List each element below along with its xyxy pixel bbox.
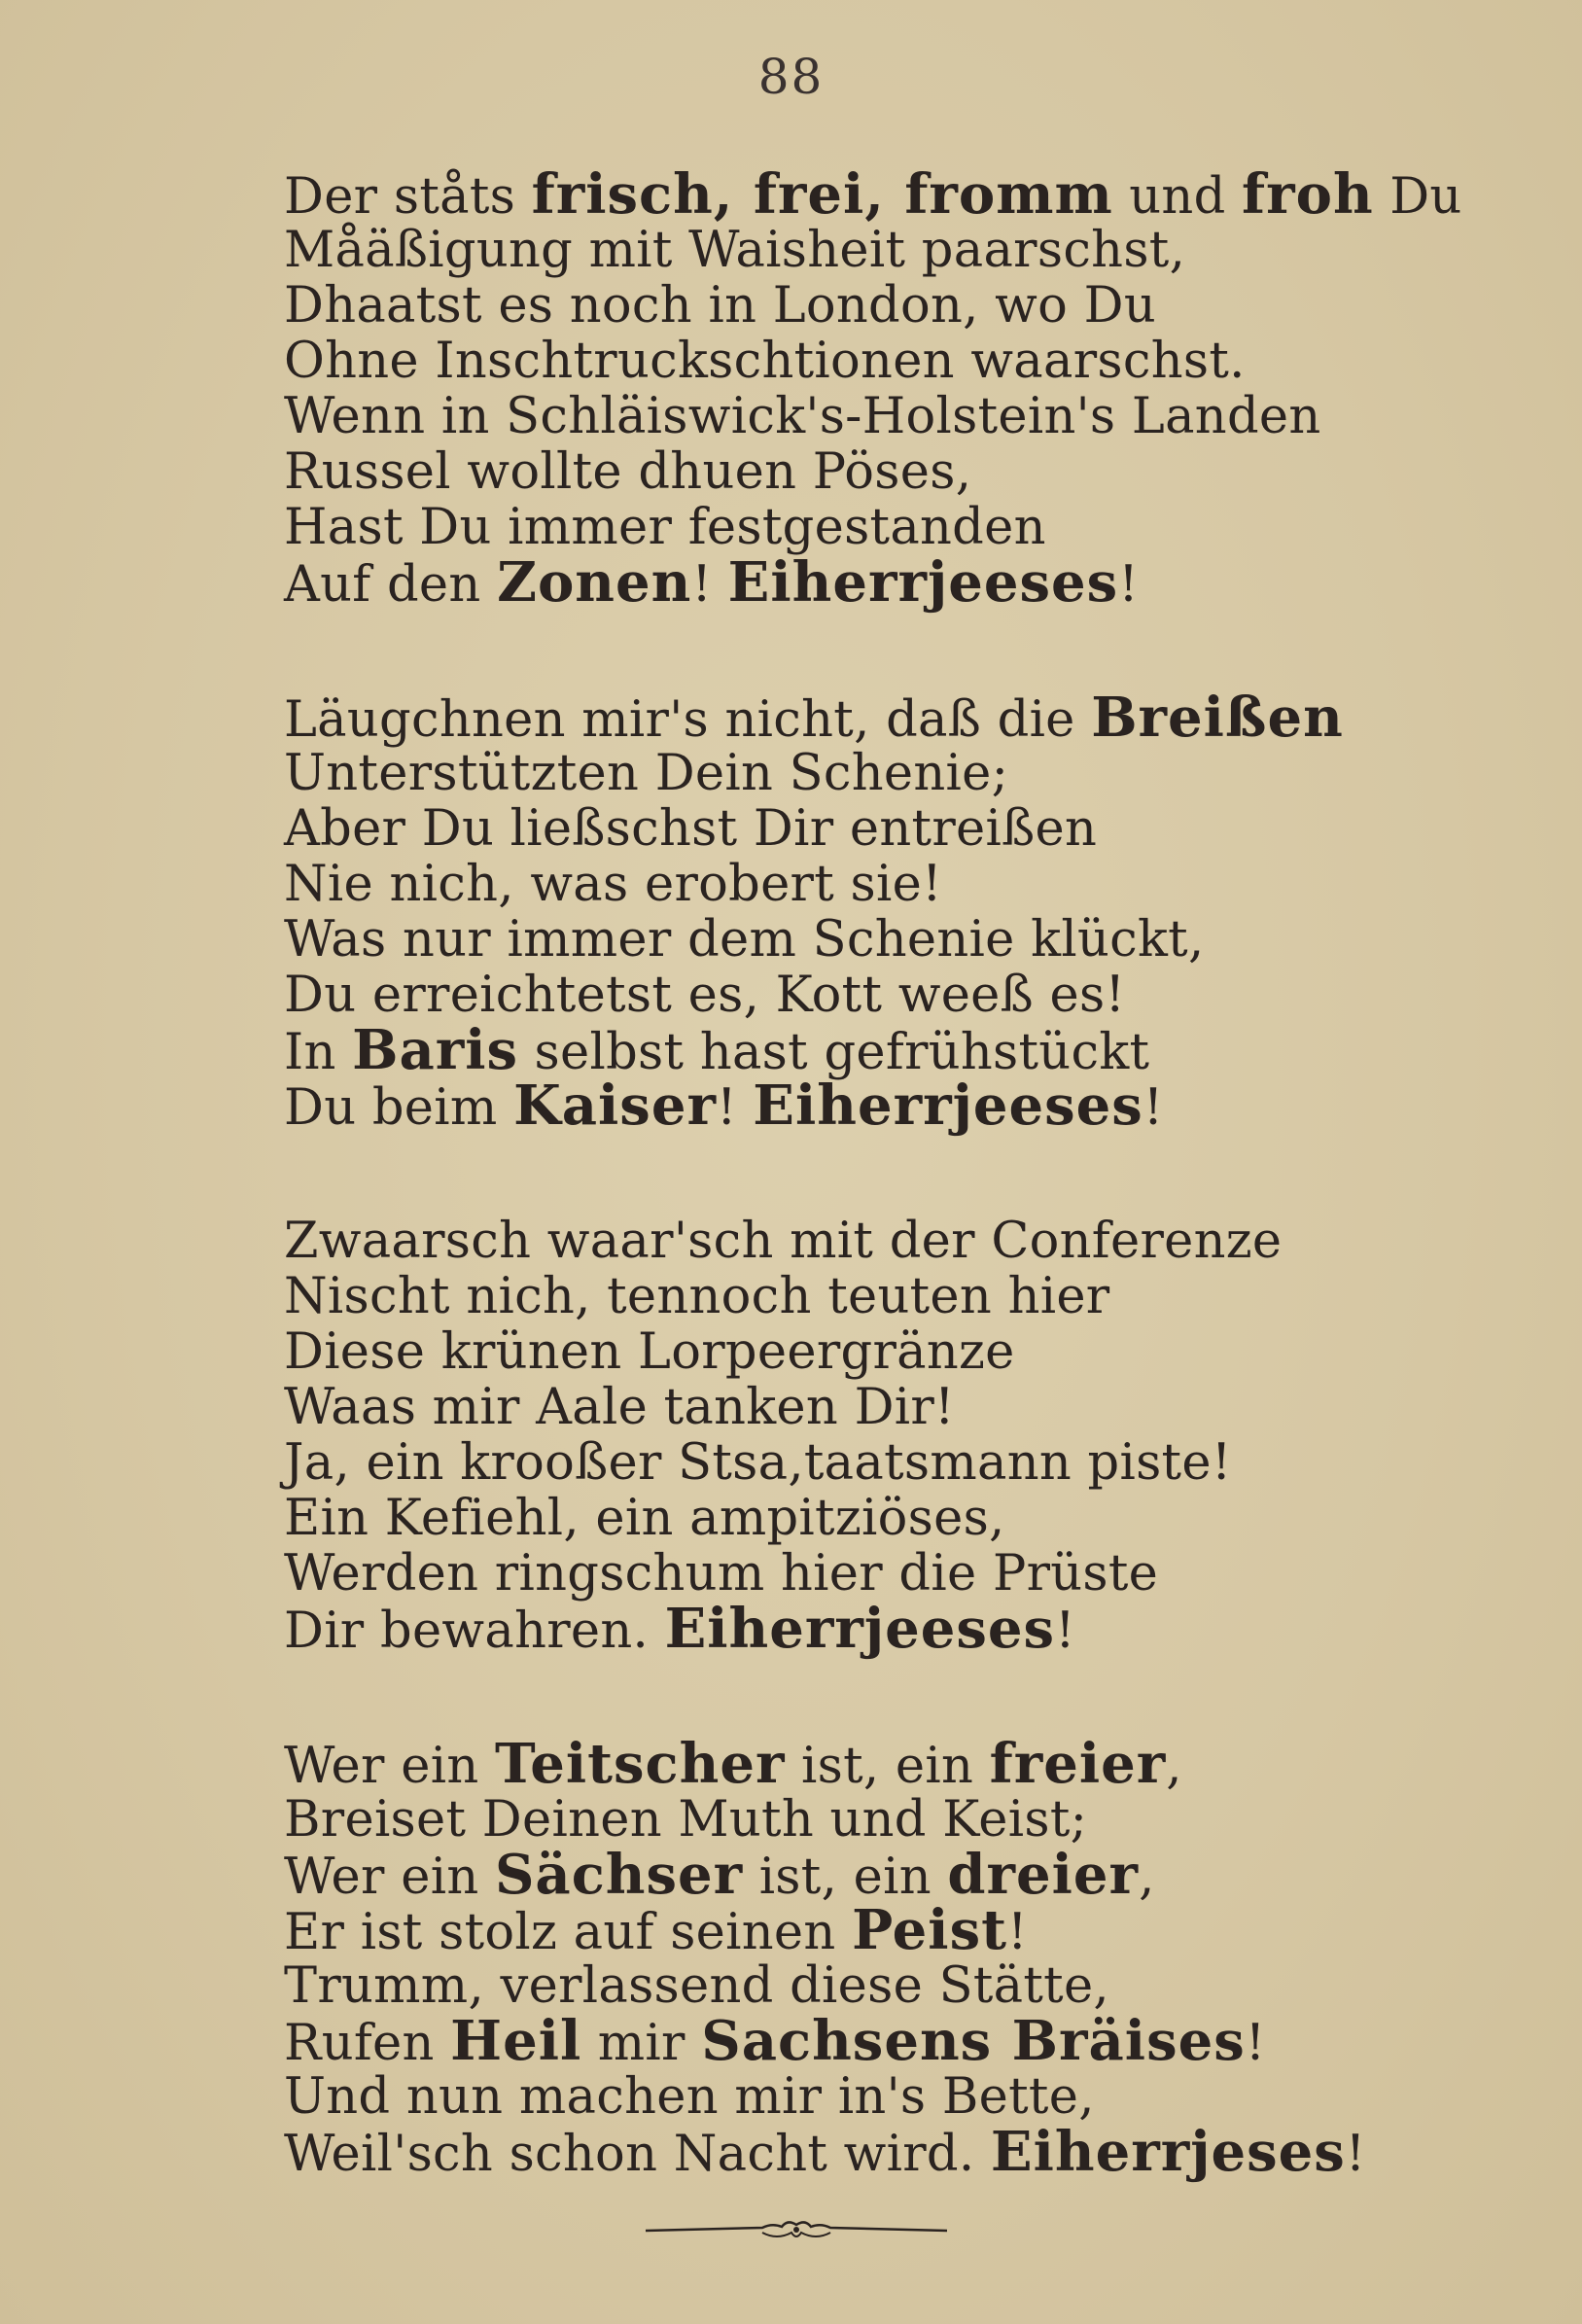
poem-line	[284, 1380, 1451, 1435]
poem-line	[284, 334, 1451, 389]
line-text: Du	[1373, 168, 1462, 226]
poem-line	[284, 746, 1451, 801]
line-text: Russel wollte dhuen Pöses,	[284, 443, 972, 501]
emphasized-text: Eiherrjeeses	[753, 1074, 1143, 1138]
stanza	[284, 162, 1462, 615]
emphasized-text: dreier	[947, 1843, 1140, 1907]
line-text: !	[1143, 1079, 1164, 1137]
line-text: Waas mir Aale tanken Dir!	[284, 1379, 955, 1436]
line-text: Wer ein	[284, 1738, 495, 1795]
poem-line	[284, 801, 1451, 857]
poem-line	[284, 389, 1451, 444]
poem-line	[284, 1324, 1451, 1380]
line-text: Werden ringschum hier die Prüste	[284, 1545, 1159, 1602]
line-text: !	[691, 556, 728, 614]
poem-line	[284, 550, 1451, 615]
line-text: !	[1245, 2015, 1266, 2072]
poem-line	[284, 968, 1451, 1023]
emphasized-text: Kaiser	[513, 1074, 717, 1138]
line-text: Läugchnen mir's nicht, daß die	[284, 691, 1092, 749]
line-text: !	[1345, 2126, 1366, 2183]
poem-line	[284, 686, 1451, 750]
poem	[284, 162, 1462, 2260]
line-text: Du erreichtetst es, Kott weeß es!	[284, 967, 1126, 1024]
line-text: Unterstützten Dein Schenie;	[284, 745, 1009, 802]
poem-line	[284, 1843, 1451, 1907]
poem-line	[284, 1269, 1451, 1324]
poem-line	[284, 1491, 1451, 1546]
line-text: !	[1006, 1904, 1028, 1961]
line-text: und	[1112, 168, 1243, 226]
poem-line	[284, 912, 1451, 968]
poem-line	[284, 1546, 1451, 1602]
line-text: selbst hast gefrühstückt	[518, 1024, 1150, 1081]
emphasized-text: froh	[1242, 162, 1374, 227]
poem-line	[284, 1958, 1451, 2014]
emphasized-text: Eiherrjeses	[990, 2120, 1346, 2184]
page-number: 88	[757, 49, 825, 105]
line-text: ist, ein	[785, 1738, 990, 1795]
poem-line	[284, 2069, 1451, 2125]
poem-line	[284, 1074, 1451, 1138]
line-text: Ohne Inschtruckschtionen waarschst.	[284, 333, 1246, 390]
line-text: Zwaarsch waar'sch mit der Conferenze	[284, 1213, 1283, 1270]
line-text: Weil'sch schon Nacht wird.	[284, 2126, 991, 2183]
line-text: Diese krünen Lorpeergränze	[284, 1323, 1015, 1381]
line-text: Måäßigung mit Waisheit paarschst,	[284, 222, 1186, 279]
line-text: Hast Du immer festgestanden	[284, 499, 1046, 556]
line-text: Der ståts	[284, 168, 532, 226]
emphasized-text: Baris	[352, 1018, 519, 1082]
flourish-divider-icon	[646, 2211, 947, 2250]
poem-line	[284, 500, 1451, 555]
line-text: Nischt nich, tennoch teuten hier	[284, 1268, 1110, 1325]
emphasized-text: Breißen	[1091, 686, 1344, 750]
emphasized-text: Zonen	[497, 550, 692, 615]
emphasized-text: Eiherrjeeses	[664, 1597, 1056, 1661]
stanza	[284, 686, 1451, 1138]
poem-line	[284, 1597, 1451, 1661]
stanza	[284, 1213, 1451, 1661]
poem-line	[284, 2120, 1451, 2184]
line-text: Auf den	[284, 556, 498, 614]
poem-line	[284, 162, 1462, 227]
line-text: In	[284, 1024, 353, 1081]
line-text: Breiset Deinen Muth und Keist;	[284, 1791, 1088, 1849]
poem-line	[284, 1792, 1451, 1848]
poem-line	[284, 2009, 1451, 2073]
emphasized-text: Eiherrjeeses	[727, 550, 1119, 615]
stanza	[284, 1732, 1451, 2184]
line-text: Ein Kefiehl, ein ampitziöses,	[284, 1490, 1005, 1547]
line-text: Rufen	[284, 2015, 451, 2072]
emphasized-text: Sächser	[494, 1843, 744, 1907]
line-text: Nie nich, was erobert sie!	[284, 856, 942, 913]
emphasized-text: freier	[989, 1732, 1167, 1796]
emphasized-text: frisch, frei, fromm	[531, 162, 1113, 227]
line-text: Dhaatst es noch in London, wo Du	[284, 277, 1156, 335]
line-text: ist, ein	[743, 1849, 948, 1906]
line-text: ,	[1139, 1849, 1155, 1906]
line-text: !	[1055, 1602, 1075, 1660]
line-text: Dir bewahren.	[284, 1602, 665, 1660]
emphasized-text: Teitscher	[494, 1732, 786, 1796]
line-text: !	[716, 1079, 754, 1137]
line-text: Aber Du ließschst Dir entreißen	[284, 800, 1098, 858]
poem-line	[284, 223, 1451, 278]
poem-line	[284, 1898, 1451, 1962]
poem-line	[284, 278, 1451, 334]
poem-line	[284, 1732, 1451, 1796]
poem-line	[284, 1214, 1451, 1269]
line-text: Was nur immer dem Schenie klückt,	[284, 911, 1205, 968]
emphasized-text: Peist	[852, 1898, 1007, 1962]
emphasized-text: Sachsens Bräises	[701, 2009, 1246, 2073]
poem-line	[284, 857, 1451, 912]
line-text: Trumm, verlassend diese Stätte,	[284, 1957, 1109, 2015]
line-text: Und nun machen mir in's Bette,	[284, 2068, 1095, 2126]
line-text: Wer ein	[284, 1849, 495, 1906]
line-text: Du beim	[284, 1079, 514, 1137]
line-text: Er ist stolz auf seinen	[284, 1904, 853, 1961]
line-text: mir	[581, 2015, 702, 2072]
poem-line	[284, 444, 1451, 500]
line-text: Ja, ein krooßer Stsa,taatsmann piste!	[284, 1434, 1232, 1492]
line-text: ,	[1166, 1738, 1182, 1795]
poem-line	[284, 1435, 1451, 1491]
emphasized-text: Heil	[450, 2009, 582, 2073]
line-text: Wenn in Schläiswick's-Holstein's Landen	[284, 388, 1321, 445]
line-text: !	[1118, 556, 1139, 614]
poem-line	[284, 1018, 1451, 1082]
